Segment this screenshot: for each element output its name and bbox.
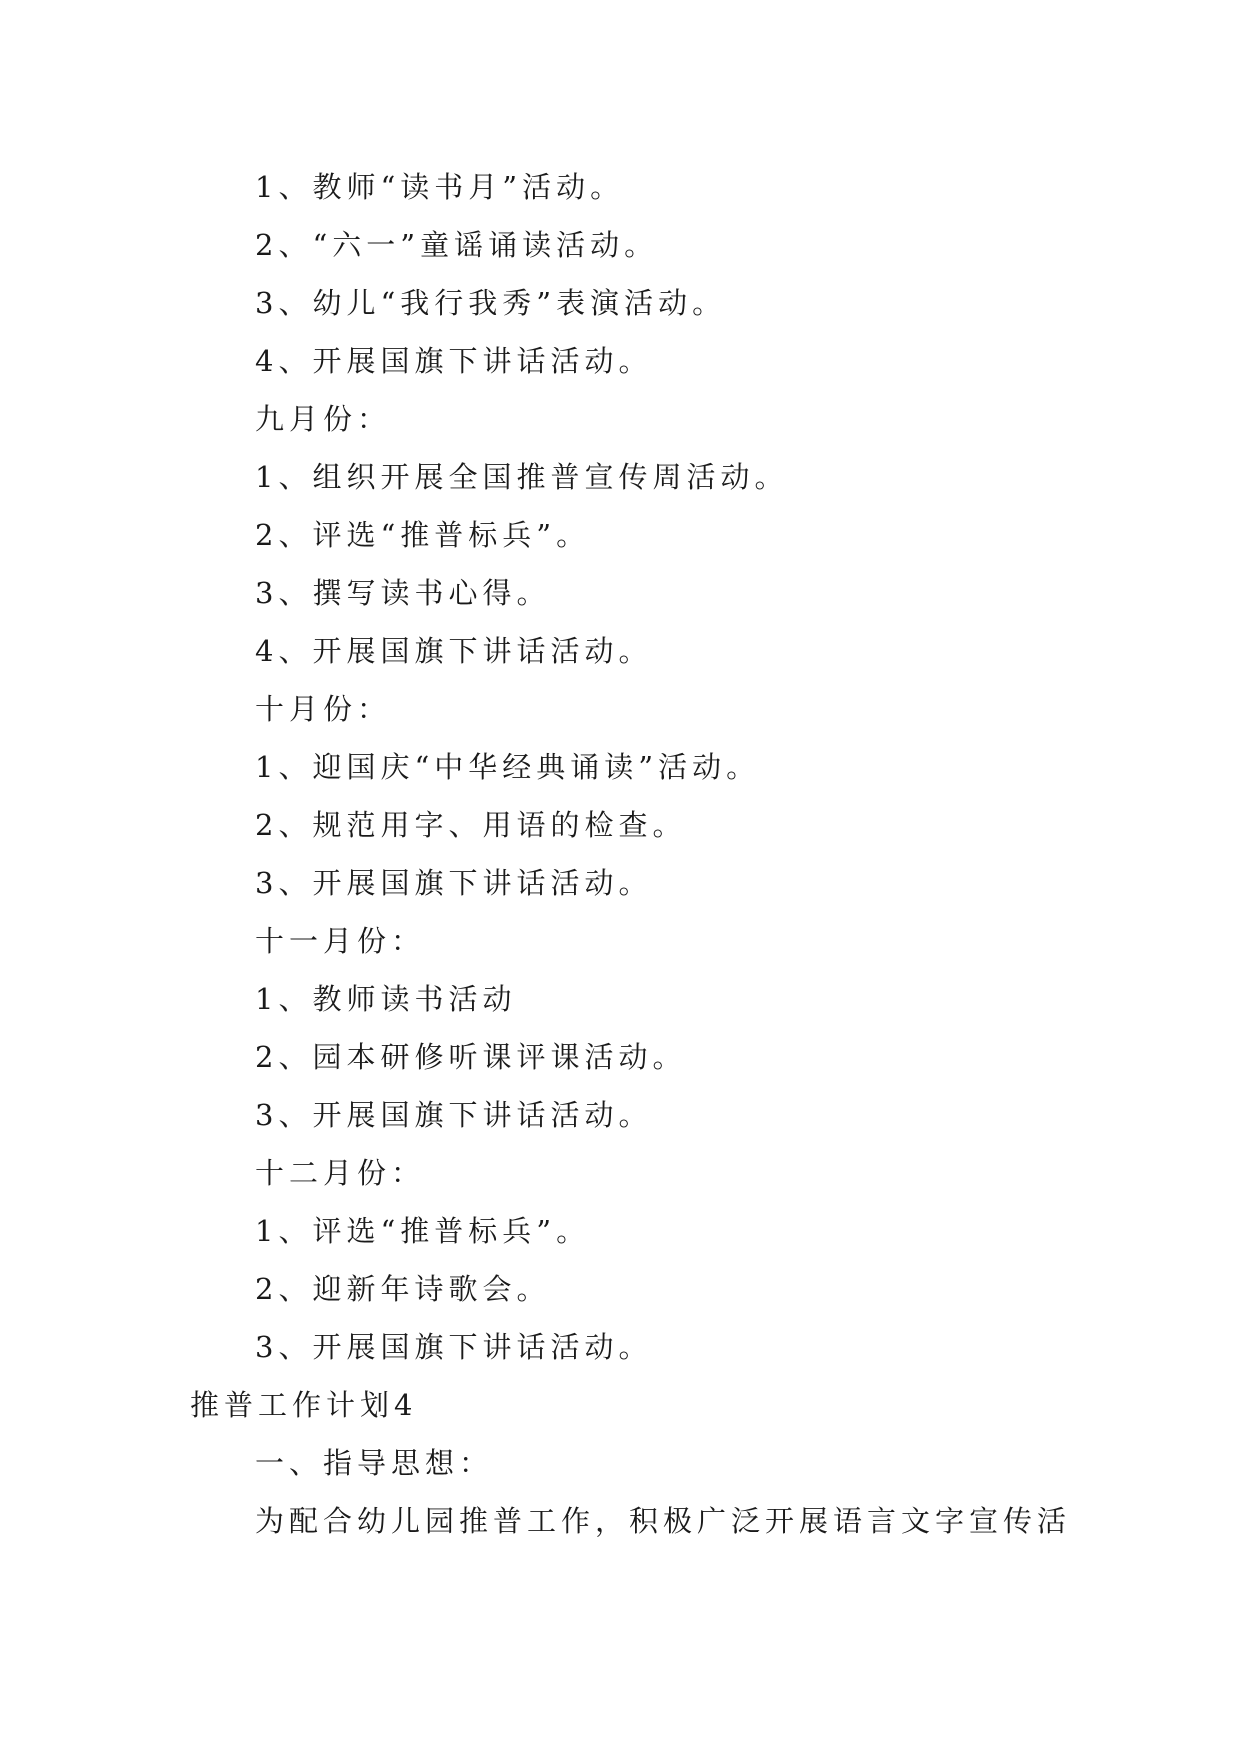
month-heading: 九月份： bbox=[255, 402, 392, 436]
month-heading: 十月份： bbox=[255, 692, 392, 726]
list-item: 2、迎新年诗歌会。 bbox=[255, 1272, 551, 1306]
paragraph-text: 为配合幼儿园推普工作，积极广泛开展语言文字宣传活 bbox=[255, 1504, 1072, 1538]
list-item: 4、开展国旗下讲话活动。 bbox=[255, 344, 653, 378]
list-item: 2、“六一”童谣诵读活动。 bbox=[255, 228, 659, 262]
list-item: 2、规范用字、用语的检查。 bbox=[255, 808, 687, 842]
list-item: 1、教师“读书月”活动。 bbox=[255, 170, 625, 204]
list-item: 2、评选“推普标兵”。 bbox=[255, 518, 591, 552]
month-heading: 十二月份： bbox=[255, 1156, 426, 1190]
list-item: 4、开展国旗下讲话活动。 bbox=[255, 634, 653, 668]
list-item: 1、评选“推普标兵”。 bbox=[255, 1214, 591, 1248]
section-heading: 一、指导思想： bbox=[255, 1446, 494, 1480]
list-item: 3、开展国旗下讲话活动。 bbox=[255, 1098, 653, 1132]
list-item: 1、组织开展全国推普宣传周活动。 bbox=[255, 460, 789, 494]
list-item: 3、开展国旗下讲话活动。 bbox=[255, 1330, 653, 1364]
list-item: 3、撰写读书心得。 bbox=[255, 576, 551, 610]
section-title: 推普工作计划4 bbox=[190, 1388, 418, 1422]
month-heading: 十一月份： bbox=[255, 924, 426, 958]
list-item: 3、开展国旗下讲话活动。 bbox=[255, 866, 653, 900]
list-item: 1、迎国庆“中华经典诵读”活动。 bbox=[255, 750, 761, 784]
list-item: 2、园本研修听课评课活动。 bbox=[255, 1040, 687, 1074]
list-item: 1、教师读书活动 bbox=[255, 982, 517, 1016]
list-item: 3、幼儿“我行我秀”表演活动。 bbox=[255, 286, 727, 320]
